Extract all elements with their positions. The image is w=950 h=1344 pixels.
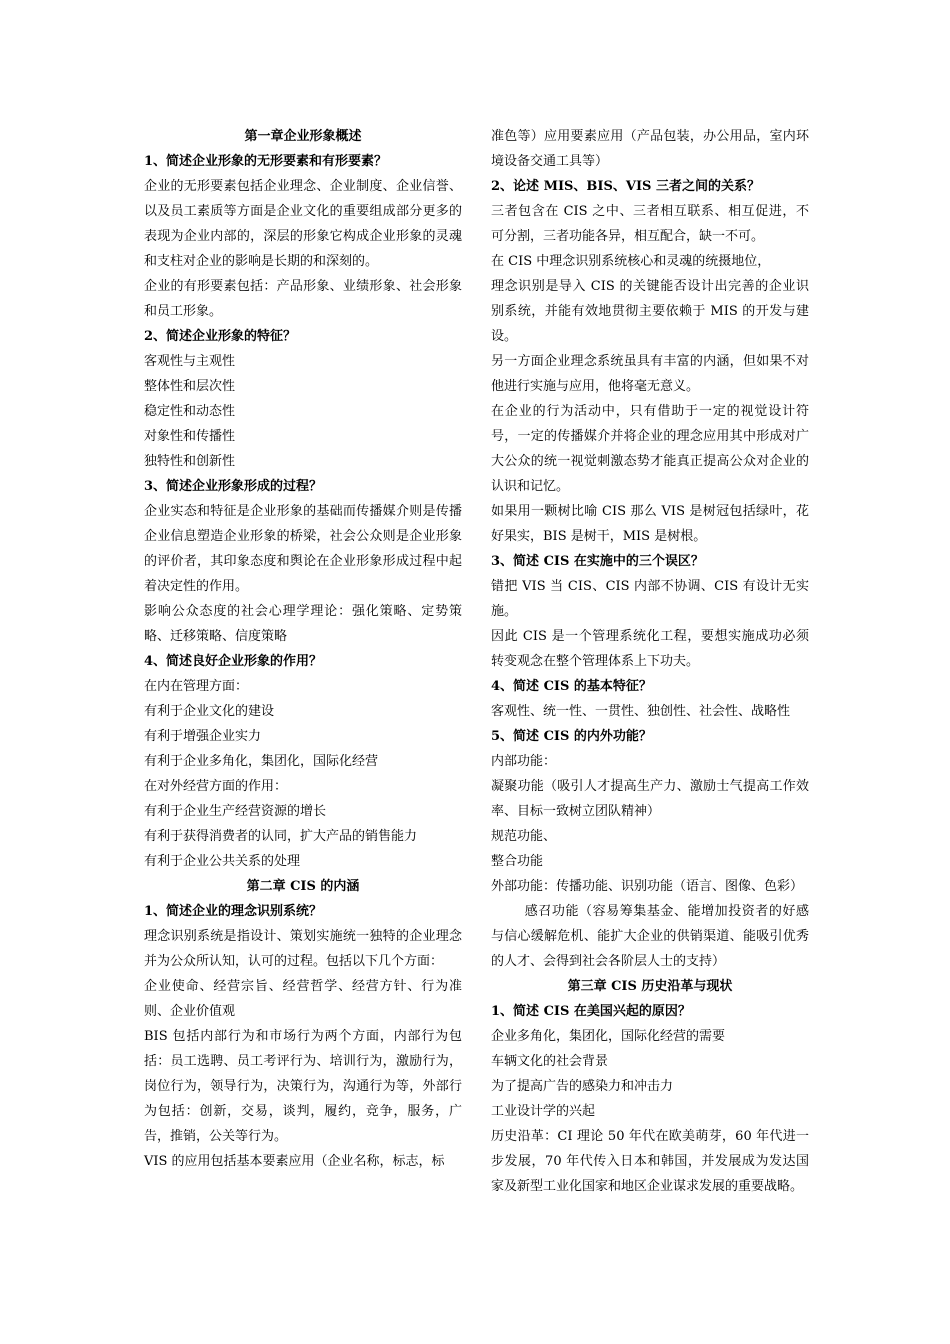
paragraph: 企业的无形要素包括企业理念、企业制度、企业信誉、以及员工素质等方面是企业文化的重要组成部分更多的表现为企业内部的，深层的形象它构成企业形象的灵魂和支柱对企业的影响是长期的和深刻的。	[144, 179, 462, 269]
paragraph: 有利于企业公共关系的处理	[144, 854, 301, 869]
paragraph: 历史沿革：CI 理论 50 年代在欧美萌芽，60 年代进一步发展，70 年代传入日本和韩国，并发展成为发达国家及新型工业化国家和地区企业谋求发展的重要战略。	[491, 1129, 809, 1194]
paragraph: 规范功能、	[491, 829, 557, 844]
paragraph: 准色等）应用要素应用（产品包装，办公用品，室内环境设备交通工具等）	[491, 129, 809, 169]
paragraph: 另一方面企业理念系统虽具有丰富的内涵，但如果不对他进行实施与应用，他将毫无意义。	[491, 354, 809, 394]
paragraph: 在对外经营方面的作用：	[144, 779, 288, 794]
paragraph: 整体性和层次性	[144, 379, 236, 394]
paragraph: 为了提高广告的感染力和冲击力	[491, 1079, 674, 1094]
paragraph: 感召功能（容易筹集基金、能增加投资者的好感与信心缓解危机、能扩大企业的供销渠道、能吸引优秀的人才、会得到社会各阶层人士的支持）	[491, 904, 809, 969]
question-heading: 2、论述 MIS、BIS、VIS 三者之间的关系？	[491, 179, 760, 194]
question-heading: 4、简述 CIS 的基本特征？	[491, 679, 652, 694]
paragraph: 整合功能	[491, 854, 544, 869]
question-heading: 1、简述企业的理念识别系统？	[144, 904, 323, 919]
paragraph: 在内在管理方面：	[144, 679, 249, 694]
left-column	[144, 124, 462, 1174]
chapter-heading: 第一章企业形象概述	[244, 129, 362, 144]
paragraph: 三者包含在 CIS 之中、三者相互联系、相互促进，不可分割，三者功能各异，相互配合，缺一不可。	[491, 204, 809, 244]
paragraph: 在 CIS 中理念识别系统核心和灵魂的统摄地位，	[491, 254, 771, 269]
paragraph: 外部功能：传播功能、识别功能（语言、图像、色彩）	[491, 879, 804, 894]
paragraph: 凝聚功能（吸引人才提高生产力、激励士气提高工作效率、目标一致树立团队精神）	[491, 779, 809, 819]
paragraph: VIS 的应用包括基本要素应用（企业名称，标志，标	[144, 1154, 445, 1169]
paragraph: 内部功能：	[491, 754, 557, 769]
question-heading: 1、简述企业形象的无形要素和有形要素？	[144, 154, 388, 169]
paragraph: 车辆文化的社会背景	[491, 1054, 609, 1069]
chapter-heading: 第二章 CIS 的内涵	[246, 879, 360, 894]
paragraph: 独特性和创新性	[144, 454, 236, 469]
question-heading: 3、简述 CIS 在实施中的三个误区？	[491, 554, 704, 569]
paragraph: 企业使命、经营宗旨、经营哲学、经营方针、行为准则、企业价值观	[144, 979, 462, 1019]
question-heading: 3、简述企业形象形成的过程？	[144, 479, 323, 494]
paragraph: 因此 CIS 是一个管理系统化工程，要想实施成功必须转变观念在整个管理体系上下功夫。	[491, 629, 809, 669]
question-heading: 2、简述企业形象的特征？	[144, 329, 297, 344]
paragraph: 理念识别是导入 CIS 的关键能否设计出完善的企业识别系统，并能有效地贯彻主要依赖于 MIS 的开发与建设。	[491, 279, 809, 344]
question-heading: 4、简述良好企业形象的作用？	[144, 654, 323, 669]
paragraph: 稳定性和动态性	[144, 404, 236, 419]
paragraph: 影响公众态度的社会心理学理论：强化策略、定势策略、迁移策略、信度策略	[144, 604, 462, 644]
paragraph: 工业设计学的兴起	[491, 1104, 596, 1119]
paragraph: 理念识别系统是指设计、策划实施统一独特的企业理念并为公众所认知，认可的过程。包括以下几个方面：	[144, 929, 462, 969]
paragraph: 企业多角化，集团化，国际化经营的需要	[491, 1029, 726, 1044]
paragraph: 有利于企业多角化，集团化，国际化经营	[144, 754, 379, 769]
paragraph: 在企业的行为活动中，只有借助于一定的视觉设计符号，一定的传播媒介并将企业的理念应用其中形成对广大公众的统一视觉刺激态势才能真正提高公众对企业的认识和记忆。	[491, 404, 809, 494]
paragraph: 对象性和传播性	[144, 429, 236, 444]
paragraph: 企业的有形要素包括：产品形象、业绩形象、社会形象和员工形象。	[144, 279, 462, 319]
paragraph: 企业实态和特征是企业形象的基础而传播媒介则是传播企业信息塑造企业形象的桥梁，社会公众则是企业形象的评价者，其印象态度和舆论在企业形象形成过程中起着决定性的作用。	[144, 504, 462, 594]
paragraph: 客观性、统一性、一贯性、独创性、社会性、战略性	[491, 704, 791, 719]
paragraph: BIS 包括内部行为和市场行为两个方面，内部行为包括：员工选聘、员工考评行为、培训行为，激励行为，岗位行为，领导行为，决策行为，沟通行为等，外部行为包括：创新，交易，谈判，履约，竞争，服务，广告，推销，公关等行为。	[144, 1029, 462, 1144]
chapter-heading: 第三章 CIS 历史沿革与现状	[567, 979, 733, 994]
paragraph: 错把 VIS 当 CIS、CIS 内部不协调、CIS 有设计无实施。	[491, 579, 809, 619]
paragraph: 有利于获得消费者的认同，扩大产品的销售能力	[144, 829, 418, 844]
paragraph: 有利于企业生产经营资源的增长	[144, 804, 327, 819]
paragraph: 如果用一颗树比喻 CIS 那么 VIS 是树冠包括绿叶，花好果实，BIS 是树干，MIS 是树根。	[491, 504, 809, 544]
question-heading: 1、简述 CIS 在美国兴起的原因？	[491, 1004, 691, 1019]
question-heading: 5、简述 CIS 的内外功能？	[491, 729, 652, 744]
paragraph: 有利于企业文化的建设	[144, 704, 275, 719]
paragraph: 有利于增强企业实力	[144, 729, 262, 744]
paragraph: 客观性与主观性	[144, 354, 236, 369]
right-column	[491, 124, 809, 1199]
